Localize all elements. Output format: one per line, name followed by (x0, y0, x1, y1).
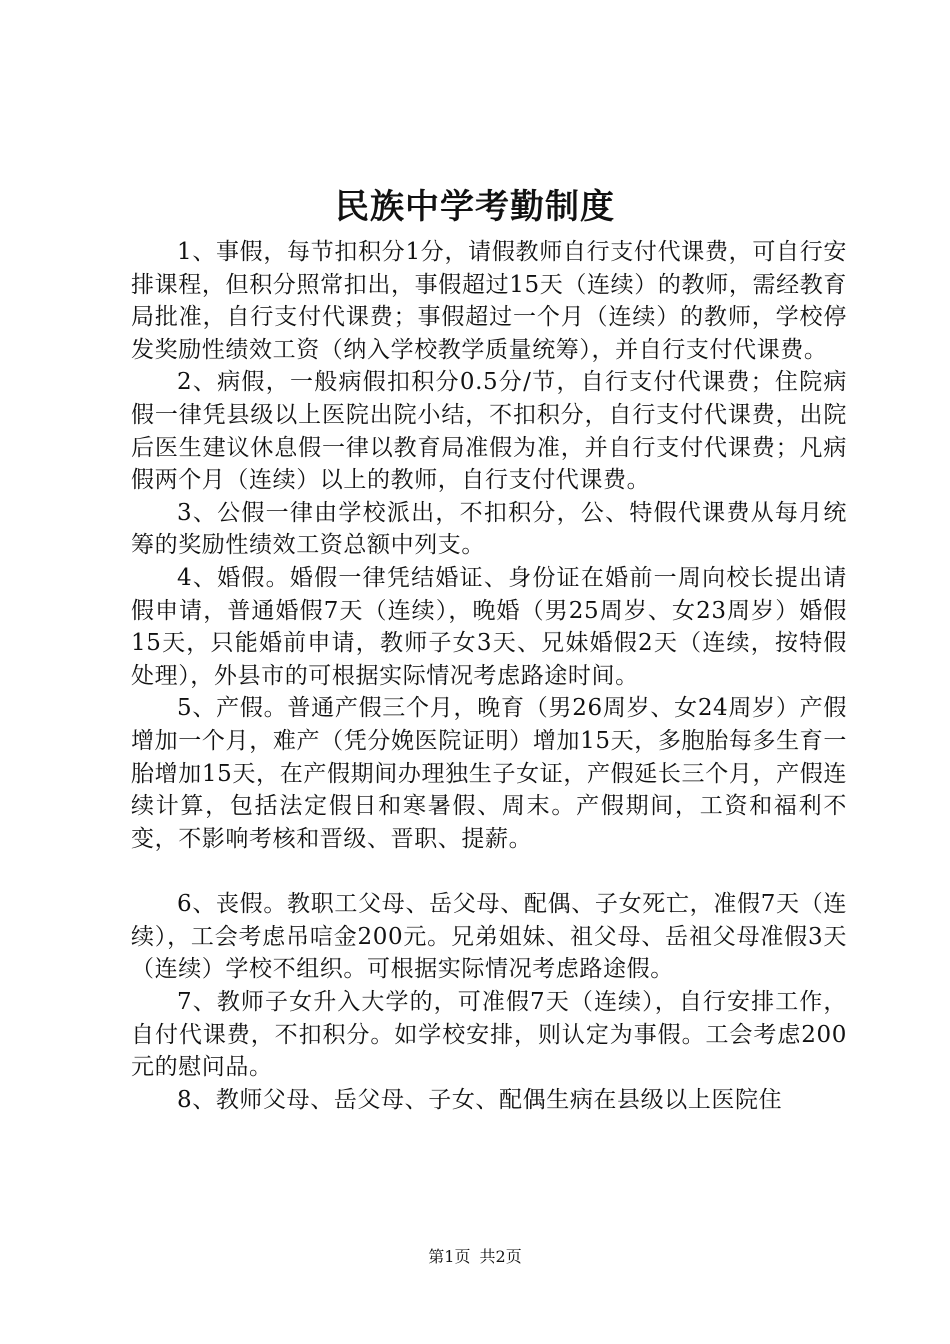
document-title: 民族中学考勤制度 (335, 187, 615, 227)
page-total: 共2页 (479, 1247, 522, 1266)
paragraph-spacer (131, 855, 847, 888)
page-footer (0, 1246, 950, 1268)
paragraph-1: 1、事假，每节扣积分1分，请假教师自行支付代课费，可自行安排课程，但积分照常扣出，事假超过15天（连续）的教师，需经教育局批准，自行支付代课费；事假超过一个月（连续）的教师，学校停发奖励性绩效工资（纳入学校教学质量统筹），并自行支付代课费。 (131, 239, 847, 363)
paragraph-3: 3、公假一律由学校派出，不扣积分，公、特假代课费从每月统筹的奖励性绩效工资总额中列支。 (131, 499, 847, 559)
paragraph-7: 7、教师子女升入大学的，可准假7天（连续），自行安排工作，自付代课费，不扣积分。如学校安排，则认定为事假。工会考虑200元的慰问品。 (131, 989, 847, 1081)
paragraph-5: 5、产假。普通产假三个月，晚育（男26周岁、女24周岁）产假增加一个月，难产（凭分娩医院证明）增加15天，多胞胎每多生育一胎增加15天，在产假期间办理独生子女证，产假延长三个月，产假连续计算，包括法定假日和寒暑假、周末。产假期间，工资和福利不变，不影响考核和晋级、晋职、提薪。 (131, 695, 847, 852)
paragraph-4: 4、婚假。婚假一律凭结婚证、身份证在婚前一周向校长提出请假申请，普通婚假7天（连续），晚婚（男25周岁、女23周岁）婚假15天，只能婚前申请，教师子女3天、兄妹婚假2天（连续，按特假处理），外县市的可根据实际情况考虑路途时间。 (131, 564, 847, 689)
document-body (131, 236, 847, 1116)
page-number: 第1页 (428, 1247, 471, 1266)
paragraph-2: 2、病假，一般病假扣积分0.5分/节，自行支付代课费；住院病假一律凭县级以上医院出院小结，不扣积分，自行支付代课费，出院后医生建议休息假一律以教育局准假为准，并自行支付代课费；凡病假两个月（连续）以上的教师，自行支付代课费。 (131, 369, 847, 494)
paragraph-8: 8、教师父母、岳父母、子女、配偶生病在县级以上医院住 (177, 1086, 783, 1113)
paragraph-6: 6、丧假。教职工父母、岳父母、配偶、子女死亡，准假7天（连续），工会考虑吊唁金200元。兄弟姐妹、祖父母、岳祖父母准假3天（连续）学校不组织。可根据实际情况考虑路途假。 (131, 891, 847, 983)
